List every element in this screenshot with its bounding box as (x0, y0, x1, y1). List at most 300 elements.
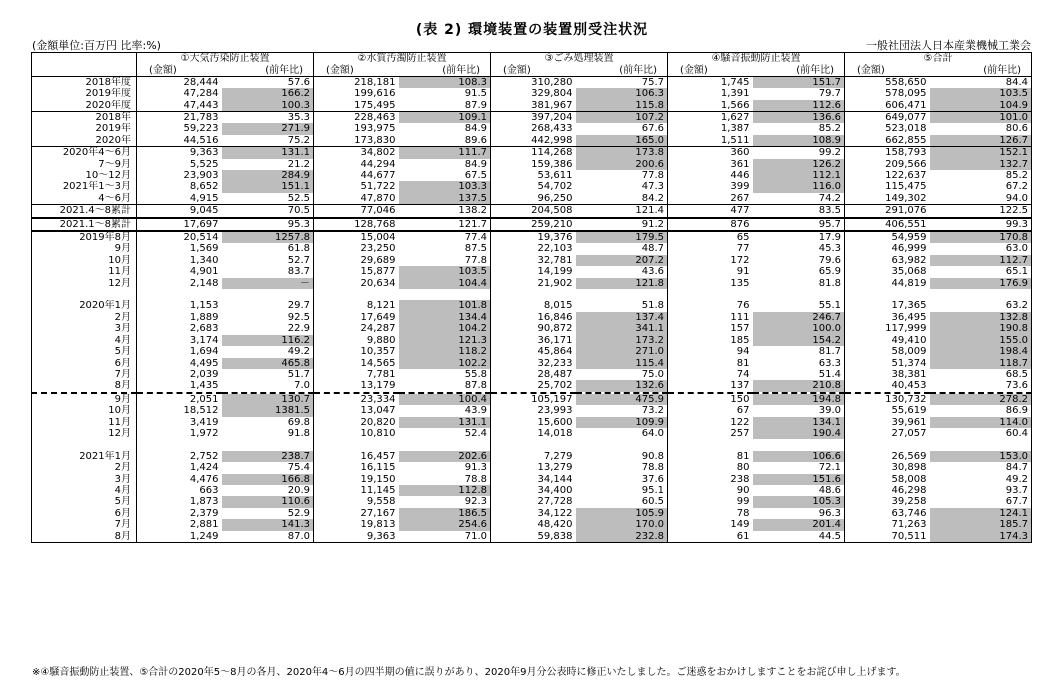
row-label: 5月 (32, 346, 137, 357)
ratio-cell (222, 289, 314, 300)
amount-cell: 114,268 (531, 147, 573, 159)
table-row (32, 193, 1032, 205)
amount-cell: 51,722 (360, 181, 396, 193)
ratio-cell: 101.8 (399, 300, 491, 311)
amount-cell (668, 439, 753, 450)
ratio-cell: 124.1 (930, 508, 1032, 519)
amount-cell: 54,702 (537, 181, 573, 193)
row-label: 10～12月 (32, 170, 137, 181)
ratio-cell: 105.3 (753, 496, 845, 507)
amount-cell: 44,294 (360, 158, 396, 170)
row-label: 4月 (32, 335, 137, 346)
amount-cell: 71,263 (891, 519, 927, 531)
ratio-cell: 64.0 (576, 428, 668, 439)
amount-cell: 135 (730, 277, 750, 289)
ratio-cell: 92.3 (399, 496, 491, 507)
amount-cell: 406,551 (845, 218, 930, 231)
row-label: 2021年1月 (32, 451, 137, 462)
ratio-cell: 185.7 (930, 519, 1032, 530)
amount-cell: 1,569 (189, 243, 219, 255)
ratio-cell: 118.7 (930, 358, 1032, 369)
amount-cell: 36,495 (891, 311, 927, 323)
amount-cell: 1,972 (189, 427, 219, 439)
amount-cell: 16,457 (360, 450, 396, 462)
amount-cell: 10,810 (360, 427, 396, 439)
table-row (32, 474, 1032, 485)
amount-cell: 58,009 (891, 346, 927, 358)
ratio-cell: 151.6 (753, 474, 845, 485)
table-row (32, 393, 1032, 405)
ratio-cell: 465.8 (222, 358, 314, 369)
ratio-cell: 136.6 (753, 112, 845, 124)
ratio-cell: 109.1 (399, 112, 491, 124)
ratio-cell: 155.0 (930, 335, 1032, 346)
row-label: 2018年度 (32, 76, 137, 88)
amount-cell: 45,864 (537, 346, 573, 358)
ratio-cell: 112.6 (753, 100, 845, 112)
amount-cell: 381,967 (491, 100, 576, 112)
table-row (32, 519, 1032, 530)
ratio-cell: 122.5 (930, 205, 1032, 218)
amount-cell: 8,652 (189, 181, 219, 193)
amount-cell: 1,627 (720, 112, 750, 123)
row-label: 2020年4～6月 (32, 147, 137, 159)
row-label: 11月 (32, 266, 137, 277)
table-row (32, 531, 1032, 543)
amount-cell: 1,435 (137, 380, 222, 392)
ratio-cell: 49.2 (930, 474, 1032, 485)
table-row (32, 205, 1032, 218)
ratio-cell: 67.7 (930, 496, 1032, 507)
amount-cell: 80 (736, 462, 750, 474)
ratio-cell: 20.9 (222, 485, 314, 496)
amount-cell: 67 (736, 405, 750, 417)
ratio-cell: 92.5 (222, 312, 314, 323)
amount-cell: 157 (730, 323, 750, 335)
amount-cell: 39,961 (891, 416, 927, 428)
amount-cell: 130,732 (885, 393, 927, 405)
amount-cell: 30,898 (891, 462, 927, 474)
amount-cell: 122 (730, 416, 750, 428)
ratio-cell: 1257.8 (222, 231, 314, 243)
amount-cell: 47,870 (314, 193, 399, 205)
amount-cell: 150 (730, 393, 750, 405)
ratio-cell: 121.8 (576, 278, 668, 289)
row-label: 6月 (32, 508, 137, 519)
amount-cell: 9,363 (189, 147, 219, 159)
amount-cell: 90,872 (537, 323, 573, 335)
amount-cell: 2,683 (189, 323, 219, 335)
amount-cell: 77,046 (314, 205, 399, 218)
amount-cell: 267 (668, 193, 753, 205)
ratio-cell: 67.6 (576, 123, 668, 134)
amount-cell: 53,611 (537, 170, 573, 182)
amount-cell: 15,600 (537, 416, 573, 428)
table-row (32, 88, 1032, 99)
ratio-cell: 151.7 (753, 76, 845, 88)
table-row (32, 417, 1032, 428)
ratio-cell: 83.7 (222, 266, 314, 277)
amount-cell: 47,284 (183, 88, 219, 100)
amount-cell: 649,077 (885, 112, 927, 123)
ratio-cell: 108.3 (399, 76, 491, 88)
header-row-categories (32, 53, 1032, 65)
table-row (32, 358, 1032, 369)
ratio-cell: 75.2 (222, 135, 314, 147)
amount-cell: 59,838 (491, 531, 576, 543)
ratio-cell: 1381.5 (222, 405, 314, 416)
amount-cell: 4,915 (137, 193, 222, 205)
amount-cell: 14,199 (537, 266, 573, 278)
header-amount: (金額) (668, 64, 753, 76)
row-label: 2021年1～3月 (32, 181, 137, 192)
amount-cell: 1,511 (668, 135, 753, 147)
amount-cell: 39,258 (891, 496, 927, 508)
row-label: 2021.4～8累計 (32, 205, 137, 218)
amount-cell: 90 (736, 484, 750, 496)
row-label: 7月 (32, 519, 137, 530)
amount-cell: 111 (730, 311, 750, 323)
ratio-cell: 126.7 (930, 135, 1032, 147)
ratio-cell: 96.3 (753, 508, 845, 519)
amount-cell: 128,768 (314, 218, 399, 231)
amount-cell (491, 289, 576, 300)
amount-cell: 1,249 (137, 531, 222, 543)
ratio-cell: 74.2 (753, 193, 845, 205)
header-amount: (金額) (314, 64, 399, 76)
amount-cell: 9,363 (314, 531, 399, 543)
amount-cell: 27,167 (360, 507, 396, 519)
ratio-cell: 91.2 (576, 218, 668, 231)
amount-cell: 19,376 (537, 232, 573, 244)
amount-cell: 10,357 (360, 346, 396, 358)
row-label: 2月 (32, 312, 137, 323)
footnote: ※④騒音振動防止装置、⑤合計の2020年5～8月の各月、2020年4～6月の四半期の値に誤りがあり、2020年9月分公表時に修正いたしました。ご迷惑をおかけしますことをお詫び申し上げます。 (32, 667, 906, 678)
row-label: 8月 (32, 380, 137, 392)
amount-cell (668, 289, 753, 300)
amount-cell: 32,233 (537, 357, 573, 369)
table-row (32, 496, 1032, 507)
table-row (32, 289, 1032, 300)
amount-cell: 18,512 (183, 405, 219, 417)
amount-cell: 58,008 (891, 473, 927, 485)
amount-cell: 175,495 (314, 100, 399, 112)
ratio-cell: 254.6 (399, 519, 491, 530)
ratio-cell: 77.4 (399, 231, 491, 243)
table-row (32, 76, 1032, 88)
header-ratio: (前年比) (576, 64, 668, 76)
ratio-cell: 67.5 (399, 170, 491, 181)
amount-cell: 25,702 (491, 380, 576, 392)
ratio-cell: 85.2 (930, 170, 1032, 181)
amount-cell: 28,487 (537, 368, 573, 380)
ratio-cell: 84.4 (930, 76, 1032, 88)
table-row (32, 485, 1032, 496)
table-row (32, 462, 1032, 473)
amount-cell: 4,495 (189, 357, 219, 369)
amount-cell: 2,148 (189, 277, 219, 289)
amount-cell: 46,999 (891, 243, 927, 255)
amount-cell: 16,115 (360, 462, 396, 474)
ratio-cell: 52.5 (222, 193, 314, 205)
ratio-cell: 80.6 (930, 123, 1032, 134)
ratio-cell: 121.3 (399, 335, 491, 346)
amount-cell: 59,223 (183, 123, 219, 135)
amount-cell: 20,514 (183, 232, 219, 244)
header-amount: (金額) (845, 64, 930, 76)
ratio-cell: 190.4 (753, 428, 845, 439)
ratio-cell: 132.7 (930, 159, 1032, 170)
ratio-cell: 61.8 (222, 243, 314, 254)
table-row (32, 439, 1032, 450)
amount-cell: 70,511 (845, 531, 930, 543)
ratio-cell: 194.8 (753, 393, 845, 405)
amount-cell: 149 (730, 519, 750, 531)
amount-cell: 329,804 (531, 88, 573, 100)
ratio-cell: 107.2 (576, 112, 668, 124)
amount-cell: 96,250 (491, 193, 576, 205)
amount-cell: 2,379 (189, 507, 219, 519)
ratio-cell: 111.7 (399, 147, 491, 159)
ratio-cell: 84.2 (576, 193, 668, 205)
ratio-cell: 91.5 (399, 88, 491, 99)
ratio-cell: 51.4 (753, 369, 845, 380)
ratio-cell: 173.8 (576, 147, 668, 159)
amount-cell: 63,982 (891, 254, 927, 266)
amount-cell: 32,781 (537, 254, 573, 266)
amount-cell: 4,476 (189, 473, 219, 485)
amount-cell: 8,121 (366, 300, 396, 312)
amount-cell: 876 (668, 218, 753, 231)
amount-cell: 94 (736, 346, 750, 358)
ratio-cell: 95.7 (753, 218, 845, 231)
ratio-cell: 7.0 (222, 380, 314, 392)
amount-cell: 7,781 (366, 368, 396, 380)
ratio-cell: 104.4 (399, 278, 491, 289)
amount-cell: 65 (736, 232, 750, 244)
amount-cell: 9,558 (366, 496, 396, 508)
amount-cell: 1,387 (720, 123, 750, 135)
ratio-cell: 75.0 (576, 369, 668, 380)
row-label: 10月 (32, 405, 137, 416)
table-row (32, 451, 1032, 462)
amount-cell: 36,171 (537, 334, 573, 346)
header-category: ②水質汚濁防止装置 (314, 53, 491, 65)
ratio-cell: 47.3 (576, 181, 668, 192)
header-ratio: (前年比) (930, 64, 1032, 76)
ratio-cell: 166.8 (222, 474, 314, 485)
ratio-cell: 51.7 (222, 369, 314, 380)
amount-cell: 9,880 (366, 334, 396, 346)
amount-cell: 2,881 (189, 519, 219, 531)
amount-cell: 13,279 (537, 462, 573, 474)
amount-cell: 149,302 (845, 193, 930, 205)
amount-cell: 523,018 (885, 123, 927, 135)
row-label: 3月 (32, 474, 137, 485)
ratio-cell: 48.6 (753, 485, 845, 496)
amount-cell (845, 289, 930, 300)
ratio-cell (222, 439, 314, 450)
ratio-cell: 153.0 (930, 451, 1032, 462)
ratio-cell: 105.9 (576, 508, 668, 519)
amount-cell: 46,298 (891, 484, 927, 496)
amount-cell: 1,745 (720, 76, 750, 88)
amount-cell: 20,634 (360, 277, 396, 289)
ratio-cell: 475.9 (576, 393, 668, 405)
amount-cell: 238 (730, 473, 750, 485)
amount-cell: 15,877 (360, 266, 396, 278)
table-row (32, 300, 1032, 311)
amount-cell: 78 (736, 507, 750, 519)
ratio-cell: 246.7 (753, 312, 845, 323)
table-row (32, 170, 1032, 181)
ratio-cell: 69.8 (222, 417, 314, 428)
ratio-cell: 65.9 (753, 266, 845, 277)
ratio-cell: 48.7 (576, 243, 668, 254)
amount-cell: 360 (730, 147, 750, 159)
ratio-cell: 85.2 (753, 123, 845, 134)
ratio-cell: 44.5 (753, 531, 845, 543)
amount-cell: 13,179 (314, 380, 399, 392)
ratio-cell: 63.3 (753, 358, 845, 369)
amount-cell: 5,525 (189, 158, 219, 170)
amount-cell: 1,889 (189, 311, 219, 323)
ratio-cell: 112.7 (930, 255, 1032, 266)
ratio-cell (930, 439, 1032, 450)
header-corner (32, 53, 137, 65)
amount-cell: 259,210 (491, 218, 576, 231)
header-corner (32, 64, 137, 76)
amount-cell: 173,830 (314, 135, 399, 147)
row-label: 7月 (32, 369, 137, 380)
ratio-cell: 55.1 (753, 300, 845, 311)
amount-cell: 49,410 (891, 334, 927, 346)
amount-cell: 446 (730, 170, 750, 182)
ratio-cell: 114.0 (930, 417, 1032, 428)
row-label: 6月 (32, 358, 137, 369)
ratio-cell: 278.2 (930, 393, 1032, 405)
row-label: 2019年度 (32, 88, 137, 99)
ratio-cell: 115.4 (576, 358, 668, 369)
ratio-cell: 202.6 (399, 451, 491, 462)
ratio-cell: 89.6 (399, 135, 491, 147)
ratio-cell: 51.8 (576, 300, 668, 311)
ratio-cell (576, 439, 668, 450)
ratio-cell: 77.8 (399, 255, 491, 266)
row-label: 4月 (32, 485, 137, 496)
ratio-cell: 116.2 (222, 335, 314, 346)
amount-cell: 47,443 (137, 100, 222, 112)
amount-cell: 1,153 (189, 300, 219, 312)
amount-cell: 54,959 (891, 232, 927, 244)
ratio-cell: 190.8 (930, 323, 1032, 334)
ratio-cell: 73.2 (576, 405, 668, 416)
amount-cell: 15,004 (360, 232, 396, 244)
amount-cell: 662,855 (845, 135, 930, 147)
ratio-cell: 83.5 (753, 205, 845, 218)
header-category: ⑤合計 (845, 53, 1032, 65)
amount-cell: 172 (730, 254, 750, 266)
ratio-cell: 138.2 (399, 205, 491, 218)
ratio-cell: 91.3 (399, 462, 491, 473)
amount-cell: 27,057 (891, 427, 927, 439)
amount-cell: 199,616 (354, 88, 396, 100)
amount-cell: 257 (730, 427, 750, 439)
amount-cell: 17,365 (891, 300, 927, 312)
row-label: 3月 (32, 323, 137, 334)
amount-cell: 27,728 (537, 496, 573, 508)
ratio-cell: 103.5 (399, 266, 491, 277)
amount-cell: 28,444 (183, 76, 219, 88)
amount-cell: 4,901 (189, 266, 219, 278)
ratio-cell: 84.7 (930, 462, 1032, 473)
amount-cell: 11,145 (360, 484, 396, 496)
ratio-cell: 57.6 (222, 76, 314, 88)
ratio-cell (399, 289, 491, 300)
amount-cell: 2,039 (189, 368, 219, 380)
table-row (32, 428, 1032, 439)
ratio-cell: 84.9 (399, 159, 491, 170)
ratio-cell: 174.3 (930, 531, 1032, 543)
header-ratio: (前年比) (399, 64, 491, 76)
ratio-cell: 116.0 (753, 181, 845, 192)
table-row (32, 335, 1032, 346)
amount-cell: 34,802 (360, 147, 396, 159)
table-row (32, 218, 1032, 231)
ratio-cell: 90.8 (576, 451, 668, 462)
amount-cell: 99 (736, 496, 750, 508)
amount-cell: 3,174 (189, 334, 219, 346)
row-label: 2020年度 (32, 100, 137, 112)
amount-cell: 34,144 (537, 473, 573, 485)
ratio-cell (753, 289, 845, 300)
ratio-cell: 37.6 (576, 474, 668, 485)
amount-cell: 77 (736, 243, 750, 255)
ratio-cell: 112.1 (753, 170, 845, 181)
amount-cell: 61 (668, 531, 753, 543)
amount-cell (314, 289, 399, 300)
ratio-cell: 65.1 (930, 266, 1032, 277)
orders-table (31, 52, 1031, 543)
ratio-cell: 176.9 (930, 278, 1032, 289)
row-label: 2020年1月 (32, 300, 137, 311)
ratio-cell: 67.2 (930, 181, 1032, 192)
page-title: (表 2) 環境装置の装置別受注状況 (415, 22, 649, 38)
ratio-cell: 207.2 (576, 255, 668, 266)
ratio-cell: 104.2 (399, 323, 491, 334)
ratio-cell: 79.7 (753, 88, 845, 99)
table-row (32, 346, 1032, 357)
row-label: 9月 (32, 243, 137, 254)
row-label: 10月 (32, 255, 137, 266)
ratio-cell: 198.4 (930, 346, 1032, 357)
amount-cell: 606,471 (845, 100, 930, 112)
amount-cell: 38,381 (891, 368, 927, 380)
amount-cell: 55,619 (891, 405, 927, 417)
amount-cell: 22,103 (537, 243, 573, 255)
header-category: ①大気汚染防止装置 (137, 53, 314, 65)
ratio-cell: 141.3 (222, 519, 314, 530)
row-label: 2019年8月 (32, 231, 137, 243)
amount-cell: 185 (730, 334, 750, 346)
ratio-cell: 75.4 (222, 462, 314, 473)
ratio-cell: 100.3 (222, 100, 314, 112)
ratio-cell: 81.8 (753, 278, 845, 289)
ratio-cell: 63.0 (930, 243, 1032, 254)
amount-cell: 578,095 (885, 88, 927, 100)
ratio-cell: 170.0 (576, 519, 668, 530)
ratio-cell: － (222, 278, 314, 289)
